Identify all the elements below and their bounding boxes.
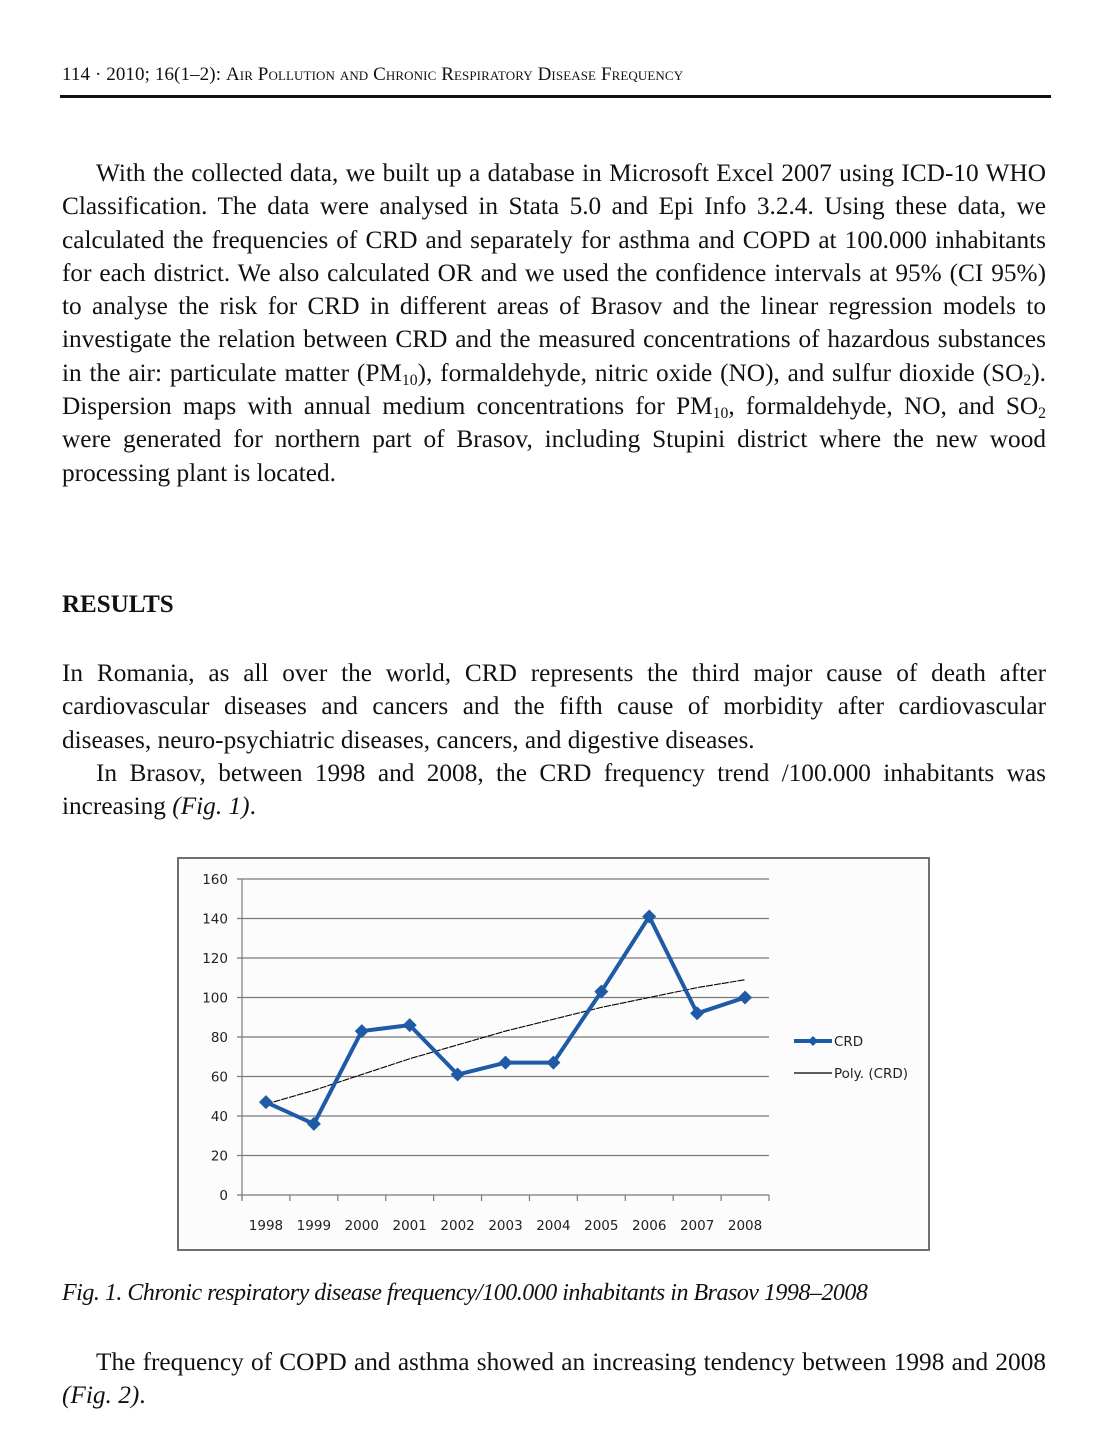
data-point-crd bbox=[259, 1095, 273, 1109]
subscript-so2-2: 2 bbox=[1038, 404, 1047, 422]
data-point-crd bbox=[307, 1117, 321, 1131]
series-line-crd bbox=[266, 917, 745, 1124]
legend-label-crd: CRD bbox=[834, 1034, 864, 1050]
running-head bbox=[62, 64, 683, 86]
period: . bbox=[139, 1381, 146, 1410]
running-head-title: Air Pollution and Chronic Respiratory Disease Frequency bbox=[225, 64, 684, 85]
results-2-text: In Brasov, between 1998 and 2008, the CRD frequency trend /100.000 inhabitants was increasing bbox=[62, 759, 1046, 821]
y-tick-label: 40 bbox=[210, 1109, 228, 1125]
results-paragraph-2 bbox=[62, 757, 1046, 824]
data-point-crd bbox=[690, 1006, 704, 1020]
y-tick-label: 140 bbox=[202, 911, 228, 928]
data-point-crd bbox=[355, 1024, 369, 1038]
methods-text-4: , formaldehyde, NO, and SO bbox=[728, 392, 1039, 421]
data-point-crd bbox=[499, 1056, 513, 1070]
figure-caption: Fig. 1. Chronic respiratory disease frequency/100.000 inhabitants in Brasov 1998–2008 bbox=[62, 1280, 868, 1306]
closing-text: The frequency of COPD and asthma showed an increasing tendency between 1998 and 2008 bbox=[96, 1348, 1046, 1376]
y-tick-label: 100 bbox=[202, 990, 228, 1007]
x-tick-label: 2006 bbox=[632, 1218, 667, 1234]
subscript-pm10: 10 bbox=[401, 371, 418, 389]
y-tick-label: 120 bbox=[202, 951, 228, 967]
results-paragraph-1: In Romania, as all over the world, CRD represents the third major cause of death after cardiovascular diseases and cancers and the fifth cause of morbidity after cardiovascular diseases, neuro-psychiatric diseases, cancers, and digestive diseases. bbox=[62, 659, 1046, 754]
x-tick-label: 2005 bbox=[584, 1218, 619, 1234]
methods-paragraph bbox=[62, 157, 1046, 490]
x-tick-label: 2003 bbox=[488, 1218, 523, 1234]
line-chart bbox=[179, 859, 932, 1253]
methods-text-1: With the collected data, we built up a database in Microsoft Excel 2007 using ICD-10 WHO Classification. The data were analysed in Stata 5.0 and Epi Info 3.2.4. Using these data, we calculated the frequencies of CRD and separately for asthma and COPD at 100.000 inhabitants for each district. We also calculated OR and we used the confidence intervals at 95% (CI 95%) to analyse the risk for CRD in different areas of Brasov and the linear regression models to investigate the relation between CRD and the measured concentrations of hazardous substances in the air: particulate matter (PM bbox=[62, 159, 1046, 387]
methods-text-5: were generated for northern part of Brasov, including Stupini district where the new wood processing plant is located. bbox=[62, 425, 1046, 487]
closing-paragraph bbox=[62, 1346, 1046, 1413]
methods-text-2: ), formaldehyde, nitric oxide (NO), and sulfur dioxide (SO bbox=[417, 358, 1024, 387]
y-tick-label: 20 bbox=[210, 1148, 228, 1165]
x-tick-label: 2002 bbox=[440, 1218, 475, 1234]
y-tick-label: 60 bbox=[210, 1069, 228, 1086]
header-rule bbox=[60, 95, 1051, 98]
x-tick-label: 1999 bbox=[296, 1218, 332, 1234]
x-tick-label: 2008 bbox=[727, 1218, 763, 1234]
figure-1-reference[interactable]: (Fig. 1) bbox=[172, 792, 250, 821]
x-tick-label: 1998 bbox=[248, 1218, 284, 1234]
x-tick-label: 2004 bbox=[536, 1218, 571, 1234]
y-tick-label: 0 bbox=[219, 1188, 228, 1204]
trendline-poly-crd bbox=[266, 980, 745, 1104]
subscript-so2: 2 bbox=[1023, 371, 1032, 389]
legend-label-poly: Poly. (CRD) bbox=[834, 1066, 909, 1082]
x-tick-label: 2000 bbox=[344, 1218, 379, 1234]
period: . bbox=[249, 792, 256, 821]
legend-marker-crd bbox=[808, 1036, 818, 1046]
figure-2-reference[interactable]: (Fig. 2) bbox=[62, 1381, 140, 1410]
running-head-prefix: 114 · 2010; 16(1–2): bbox=[62, 64, 226, 85]
data-point-crd bbox=[738, 991, 752, 1005]
x-tick-label: 2007 bbox=[679, 1218, 715, 1234]
x-tick-label: 2001 bbox=[392, 1218, 427, 1234]
figure-1-chart bbox=[177, 857, 930, 1251]
y-tick-label: 160 bbox=[202, 872, 228, 888]
subscript-pm10-2: 10 bbox=[712, 404, 729, 422]
y-tick-label: 80 bbox=[210, 1030, 228, 1046]
methods-text-3: ). Dispersion maps with annual medium concentrations for PM bbox=[62, 358, 1046, 421]
results-heading: RESULTS bbox=[62, 591, 174, 618]
